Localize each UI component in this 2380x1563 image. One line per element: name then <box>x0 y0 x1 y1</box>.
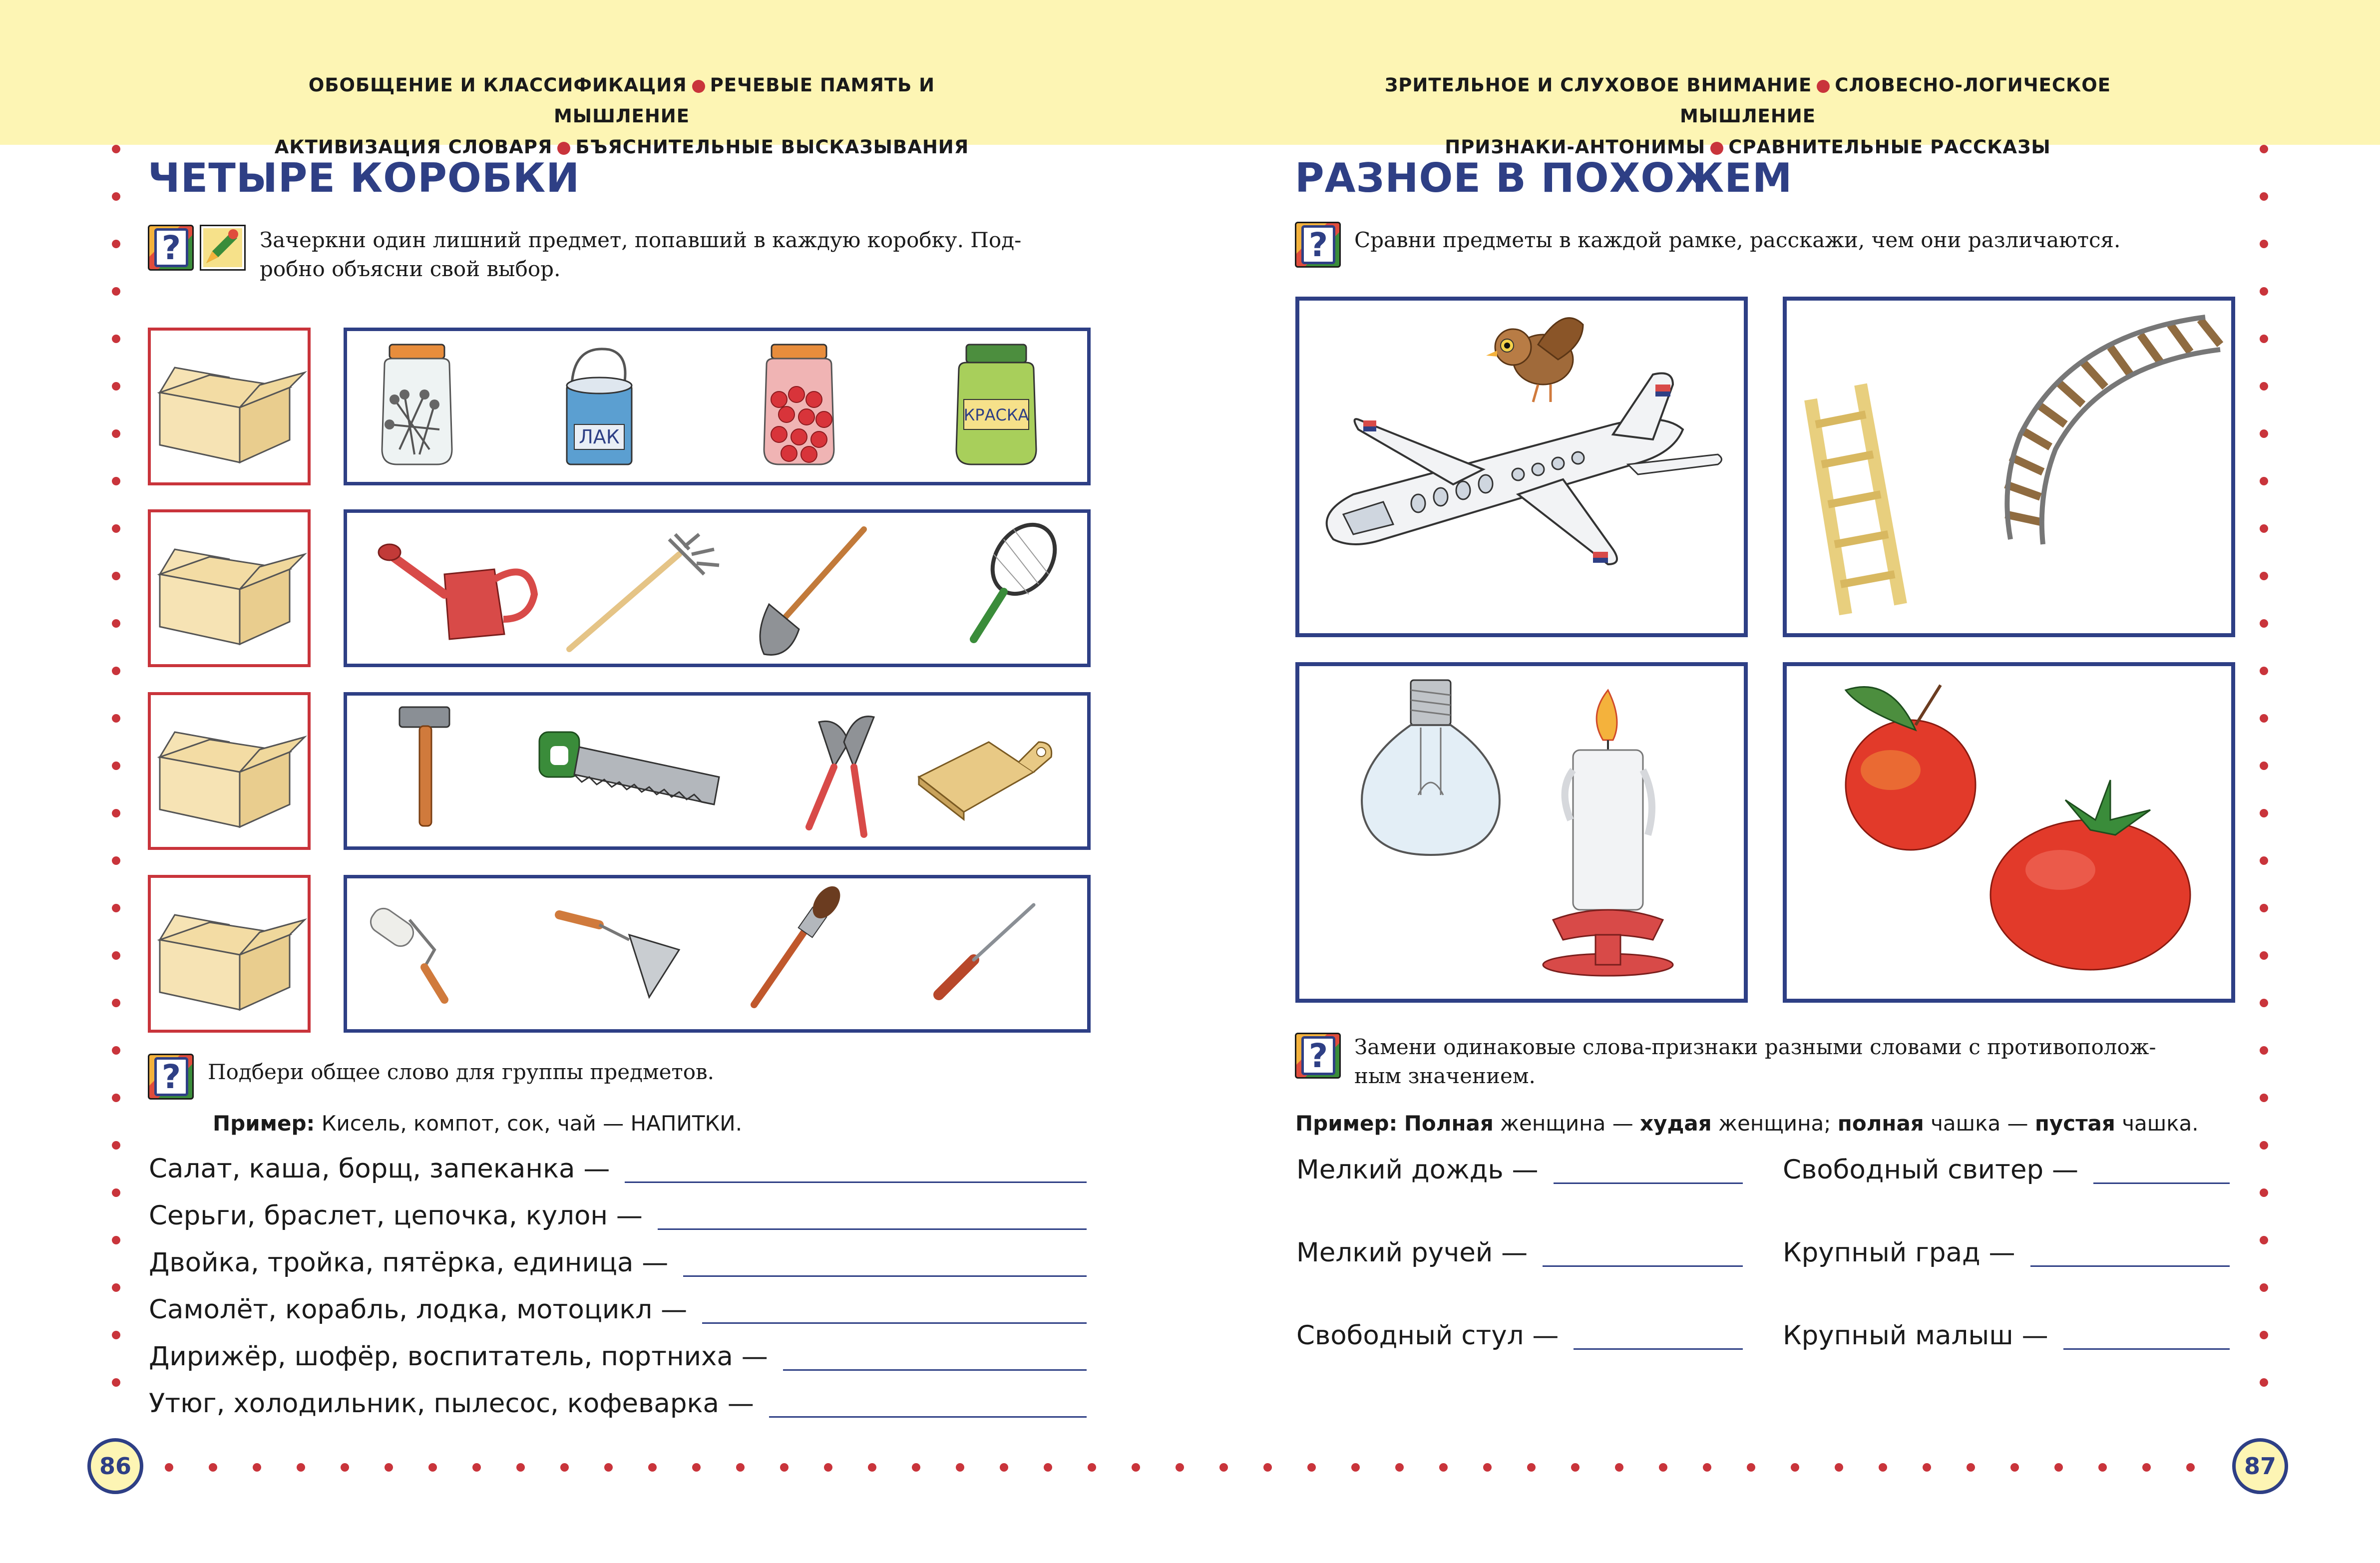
decor-dot <box>253 1463 261 1472</box>
decor-dot <box>1351 1463 1360 1472</box>
decor-dot <box>1044 1463 1052 1472</box>
decor-dot <box>1088 1463 1096 1472</box>
decor-dot <box>2260 1283 2268 1292</box>
decor-dot <box>1791 1463 1799 1472</box>
decor-dot <box>112 524 120 533</box>
rake-icon <box>569 534 719 649</box>
decor-dot <box>112 714 120 723</box>
antonym-phrase: Мелкий ручей — <box>1296 1237 1528 1268</box>
answer-line[interactable] <box>1574 1348 1743 1350</box>
decor-dot <box>112 1141 120 1150</box>
decor-dot <box>2260 619 2268 628</box>
candle-icon <box>1543 690 1673 976</box>
decor-dot <box>2260 524 2268 533</box>
left-header: ОБОБЩЕНИЕ И КЛАССИФИКАЦИЯ РЕЧЕВЫЕ ПАМЯТЬ И МЫШЛЕНИЕ АКТИВИЗАЦИЯ СЛОВАРЯ БЪЯСНИТЕЛЬНЫЕ ВЫСКАЗЫВАНИЯ <box>274 74 969 158</box>
decor-dot <box>2260 1378 2268 1387</box>
screwdriver-icon <box>939 905 1034 995</box>
decor-dot <box>385 1463 393 1472</box>
answer-line[interactable] <box>769 1416 1087 1418</box>
decor-dot <box>112 240 120 248</box>
answer-line[interactable] <box>2030 1265 2230 1267</box>
decor-dot <box>2260 1188 2268 1197</box>
example-text: чашка — <box>1924 1111 2035 1136</box>
jar-berries-icon <box>764 345 834 464</box>
decor-dot <box>2098 1463 2107 1472</box>
antonym-phrase: Свободный свитер — <box>1783 1155 2079 1185</box>
decor-dot <box>2260 667 2268 675</box>
decor-dot <box>112 145 120 153</box>
decor-dot <box>1835 1463 1843 1472</box>
decor-dot <box>112 904 120 912</box>
paint-can-icon <box>567 349 632 464</box>
decor-dot <box>2010 1463 2019 1472</box>
word-group-item: Утюг, холодильник, пылесос, кофеварка — <box>149 1388 754 1419</box>
decor-dot <box>2260 145 2268 153</box>
decor-dot <box>112 1188 120 1197</box>
decor-dot <box>2260 809 2268 817</box>
decor-dot <box>604 1463 613 1472</box>
decor-dot <box>2142 1463 2151 1472</box>
example-text: женщина; <box>1711 1111 1838 1136</box>
decor-dot <box>165 1463 173 1472</box>
decor-dot <box>112 1046 120 1055</box>
decor-dot <box>112 762 120 770</box>
word-group-item: Салат, каша, борщ, запеканка — <box>149 1154 610 1184</box>
bird-icon <box>1486 318 1583 402</box>
decor-dot <box>2260 1141 2268 1150</box>
svg-text:КРАСКА: КРАСКА <box>963 405 1029 424</box>
decor-dot <box>472 1463 481 1472</box>
decor-dot <box>112 477 120 485</box>
decor-dot <box>868 1463 876 1472</box>
example-adjective: Полная <box>1404 1111 1494 1136</box>
apple-icon <box>1846 685 1976 850</box>
saw-icon <box>539 732 719 804</box>
word-group-item: Серьги, браслет, цепочка, кулон — <box>149 1200 643 1231</box>
cardboard-box-icon <box>160 732 305 827</box>
ladder-rails-picture <box>1791 305 2225 629</box>
decor-dot <box>2260 287 2268 296</box>
decor-dot <box>112 1283 120 1292</box>
example-left: Пример: Кисель, компот, сок, чай — НАПИТКИ. <box>213 1111 743 1136</box>
decor-dot <box>1659 1463 1667 1472</box>
answer-line[interactable] <box>702 1322 1087 1324</box>
decor-dot <box>2260 477 2268 485</box>
decor-dot <box>2260 335 2268 343</box>
decor-dot <box>2260 1236 2268 1244</box>
instruction-cross-out: Зачеркни один лишний предмет, попавший в каждую коробку. Под- робно объясни свой выбор. <box>260 228 1022 281</box>
decor-dot <box>780 1463 789 1472</box>
example-right: Пример: Полная женщина — худая женщина; полная чашка — пустая чашка. <box>1295 1111 2199 1136</box>
tennis-racket-icon <box>974 513 1068 639</box>
decor-dot <box>1000 1463 1008 1472</box>
jar-paint-icon <box>956 345 1036 464</box>
jar-nails-icon <box>382 345 452 464</box>
decor-dot <box>1527 1463 1536 1472</box>
decor-dot <box>112 429 120 438</box>
decor-dot <box>516 1463 525 1472</box>
shovel-icon <box>760 529 864 655</box>
decor-dot <box>112 572 120 580</box>
watering-can-icon <box>379 544 534 639</box>
example-text: чашка. <box>2115 1111 2199 1136</box>
light-bulb-icon <box>1362 680 1500 855</box>
airplane-icon <box>1327 374 1722 565</box>
decor-dot <box>2054 1463 2063 1472</box>
instruction-common-word: Подбери общее слово для группы предметов. <box>208 1060 714 1084</box>
row3-items <box>370 702 1079 842</box>
bullet-dot-icon <box>557 142 570 155</box>
decor-dot <box>341 1463 349 1472</box>
decor-dot <box>1439 1463 1448 1472</box>
pincers-icon <box>809 717 874 834</box>
cardboard-box-icon <box>160 915 305 1010</box>
answer-line[interactable] <box>683 1275 1087 1277</box>
answer-line[interactable] <box>1543 1265 1743 1267</box>
antonym-phrase: Крупный малыш — <box>1783 1320 2048 1351</box>
decor-dot <box>2260 240 2268 248</box>
decor-dot <box>112 999 120 1007</box>
antonym-phrase: Свободный стул — <box>1296 1320 1559 1351</box>
ladder-icon <box>1811 385 1901 614</box>
cardboard-box-icon <box>160 368 305 462</box>
decor-dot <box>648 1463 657 1472</box>
question-icon: ? <box>1295 222 1341 268</box>
decor-dot <box>112 667 120 675</box>
decor-dot <box>824 1463 832 1472</box>
decor-dot <box>1967 1463 1975 1472</box>
decor-dot <box>1615 1463 1623 1472</box>
answer-line[interactable] <box>625 1181 1087 1183</box>
decor-dot <box>112 619 120 628</box>
decor-dot <box>2260 572 2268 580</box>
decor-dot <box>1747 1463 1755 1472</box>
row2-items <box>370 519 1079 659</box>
decor-dot <box>209 1463 217 1472</box>
page-title-right: РАЗНОЕ В ПОХОЖЕМ <box>1295 155 1793 201</box>
answer-line[interactable] <box>2063 1348 2230 1350</box>
decor-dot <box>1307 1463 1316 1472</box>
answer-line[interactable] <box>1554 1182 1743 1184</box>
decor-dot <box>112 382 120 391</box>
decor-dot <box>112 951 120 960</box>
decor-dot <box>1879 1463 1887 1472</box>
decor-dot <box>2260 999 2268 1007</box>
decor-dot <box>1263 1463 1272 1472</box>
decor-dot <box>428 1463 437 1472</box>
decor-dot <box>1571 1463 1580 1472</box>
decor-dot <box>956 1463 964 1472</box>
decor-dot <box>112 1236 120 1244</box>
example-adjective: полная <box>1837 1111 1924 1136</box>
right-header: ЗРИТЕЛЬНОЕ И СЛУХОВОЕ ВНИМАНИЕ СЛОВЕСНО-ЛОГИЧЕСКОЕ МЫШЛЕНИЕ ПРИЗНАКИ-АНТОНИМЫ СРАВНИТЕЛЬНЫЕ РАССКАЗЫ <box>1384 74 2111 158</box>
page-title-left: ЧЕТЫРЕ КОРОБКИ <box>148 155 580 201</box>
decor-dot <box>2260 856 2268 865</box>
decor-dot <box>112 809 120 817</box>
bullet-dot-icon <box>692 80 705 93</box>
decor-dot <box>2260 192 2268 201</box>
decor-dot <box>2260 951 2268 960</box>
answer-line[interactable] <box>658 1228 1087 1230</box>
question-icon: ? <box>1295 1033 1341 1079</box>
bulb-candle-picture <box>1303 670 1738 995</box>
decor-dot <box>2186 1463 2195 1472</box>
decor-dot <box>112 1331 120 1339</box>
decor-dot <box>297 1463 305 1472</box>
decor-dot <box>2260 1046 2268 1055</box>
answer-line[interactable] <box>2093 1182 2230 1184</box>
answer-line[interactable] <box>783 1369 1087 1371</box>
decor-dot <box>112 192 120 201</box>
page-number-left: 86 <box>87 1438 143 1494</box>
example-adjective: худая <box>1640 1111 1712 1136</box>
decor-dot <box>2260 904 2268 912</box>
decor-dot <box>2260 382 2268 391</box>
decor-dot <box>112 1378 120 1387</box>
decor-dot <box>1703 1463 1711 1472</box>
example-adjective: пустая <box>2034 1111 2115 1136</box>
page-number-right: 87 <box>2232 1438 2288 1494</box>
row1-items <box>370 340 1079 474</box>
antonym-phrase: Крупный град — <box>1783 1237 2015 1268</box>
decor-dot <box>112 856 120 865</box>
decor-dot <box>1483 1463 1492 1472</box>
instruction-compare: Сравни предметы в каждой рамке, расскажи, чем они различаются. <box>1354 228 2121 252</box>
tomato-icon <box>1990 780 2190 970</box>
hammer-icon <box>399 707 449 826</box>
paintbrush-icon <box>754 881 846 1005</box>
word-group-item: Дирижёр, шофёр, воспитатель, портниха — <box>149 1341 768 1372</box>
decor-dot <box>2260 714 2268 723</box>
cardboard-box-icon <box>160 549 305 644</box>
decor-dot <box>560 1463 569 1472</box>
decor-dot <box>112 287 120 296</box>
decor-dot <box>1923 1463 1931 1472</box>
decor-dot <box>2260 1331 2268 1339</box>
trowel-icon <box>559 915 679 997</box>
cardboard-box-icons <box>0 0 350 1049</box>
row4-items <box>370 885 1079 1025</box>
decor-dot <box>2260 429 2268 438</box>
word-group-item: Двойка, тройка, пятёрка, единица — <box>149 1247 669 1278</box>
decor-dot <box>692 1463 701 1472</box>
decor-dot <box>912 1463 920 1472</box>
bullet-dot-icon <box>1817 80 1830 93</box>
decor-dot <box>1132 1463 1140 1472</box>
decor-dot <box>112 335 120 343</box>
instruction-antonyms: Замени одинаковые слова-признаки разными словами с противополож- ным значением. <box>1354 1035 2156 1088</box>
antonym-phrase: Мелкий дождь — <box>1296 1155 1539 1185</box>
railway-track-icon <box>2005 317 2220 544</box>
cutting-board-icon <box>919 742 1052 819</box>
decor-dot <box>2260 762 2268 770</box>
plane-bird-picture <box>1303 305 1738 629</box>
svg-text:ЛАК: ЛАК <box>579 426 620 448</box>
decor-dot <box>1219 1463 1228 1472</box>
word-group-item: Самолёт, корабль, лодка, мотоцикл — <box>149 1294 688 1325</box>
paint-roller-icon <box>367 904 444 1000</box>
decor-dot <box>1176 1463 1184 1472</box>
decor-dot <box>736 1463 745 1472</box>
question-icon: ? <box>148 225 194 271</box>
decor-dot <box>2260 1094 2268 1102</box>
bullet-dot-icon <box>1710 142 1723 155</box>
apple-tomato-picture <box>1791 670 2225 995</box>
example-text: женщина — <box>1493 1111 1640 1136</box>
question-icon: ? <box>148 1054 194 1100</box>
decor-dot <box>1395 1463 1404 1472</box>
decor-dot <box>112 1094 120 1102</box>
